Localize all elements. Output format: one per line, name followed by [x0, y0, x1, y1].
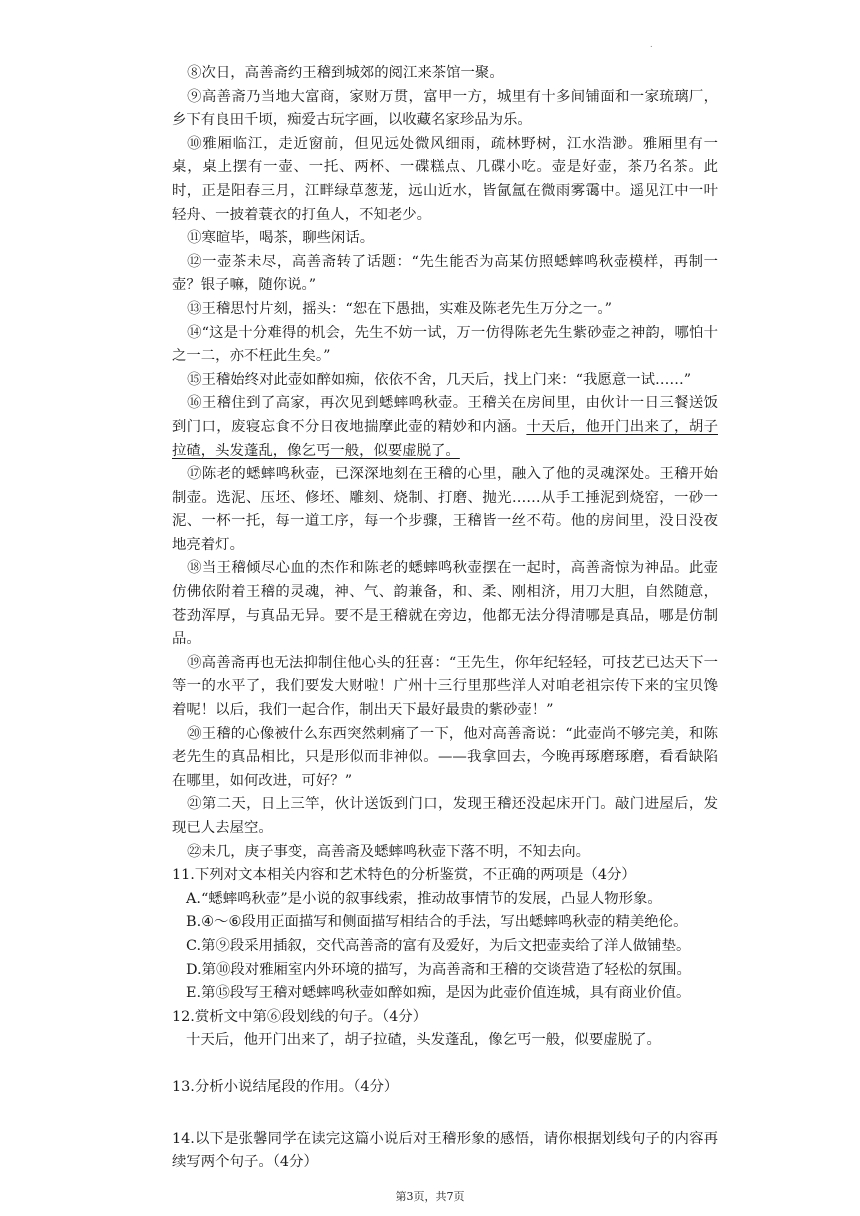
paragraph-14: ⑭“这是十分难得的机会，先生不妨一试，万一仿得陈老先生紫砂壶之神韵，哪怕十之一二，亦不枉此生矣。”: [172, 324, 718, 365]
corner-mark: .: [650, 40, 653, 49]
paragraph-12: ⑫一壶茶未尽，高善斋转了话题：“先生能否为高某仿照蟋蟀鸣秋壶模样，再制一壶？银子嘛，随你说。”: [172, 253, 718, 294]
question-12-stem: 12.赏析文中第⑥段划线的句子。（4分）: [172, 1008, 428, 1025]
paragraph-20: ⑳王稽的心像被什么东西突然刺痛了一下，他对高善斋说：“此壶尚不够完美，和陈老先生的真品相比，只是形似而非神似。——我拿回去，今晚再琢磨琢磨，看看缺陷在哪里，如何改进，可好？”: [172, 725, 718, 789]
question-14-stem: 14.以下是张馨同学在读完这篇小说后对王稽形象的感悟，请你根据划线句子的内容再续写两个句子。（4分）: [172, 1130, 718, 1171]
page-footer: 第3页，共7页: [395, 1190, 465, 1203]
answer-space-13: [172, 1100, 718, 1128]
answer-space-12: [172, 1053, 718, 1076]
question-11-option-a: A.“蟋蟀鸣秋壶”是小说的叙事线索，推动故事情节的发展，凸显人物形象。: [186, 890, 662, 907]
paragraph-17: ⑰陈老的蟋蟀鸣秋壶，已深深地刻在王稽的心里，融入了他的灵魂深处。王稽开始制壶。选泥、压坯、修坯、雕刻、烧制、打磨、抛光……从手工捶泥到烧窑，一砂一泥、一杯一托，每一道工序，每一个步骤，王稽皆一丝不苟。他的房间里，没日没夜地亮着灯。: [172, 466, 718, 553]
paragraph-9: ⑨高善斋乃当地大富商，家财万贯，富甲一方，城里有十多间铺面和一家琉璃厂，乡下有良田千顷，痴爱古玩字画，以收藏名家珍品为乐。: [172, 88, 718, 129]
paragraph-13: ⑬王稽思忖片刻，摇头：“恕在下愚拙，实难及陈老先生万分之一。”: [187, 300, 612, 317]
question-11-option-e: E.第⑮段写王稽对蟋蟀鸣秋壶如醉如痴，是因为此壶价值连城，具有商业价值。: [186, 985, 691, 1002]
paragraph-10: ⑩雅厢临江，走近窗前，但见远处微风细雨，疏林野树，江水浩渺。雅厢里有一桌，桌上摆有一壶、一托、两杯、一碟糕点、几碟小吃。壶是好壶，茶乃名茶。此时，正是阳春三月，江畔绿草葱茏，远山近水，皆氤氲在微雨雾霭中。遥见江中一叶轻舟、一披着蓑衣的打鱼人，不知老少。: [172, 135, 718, 223]
reading-passage: [172, 62, 718, 1175]
paragraph-8: ⑧次日，高善斋约王稽到城郊的阅江来茶馆一聚。: [187, 65, 504, 81]
question-11-stem: 11.下列对文本相关内容和艺术特色的分析鉴赏，不正确的两项是（4分）: [172, 867, 636, 884]
paragraph-22: ㉒未几，庚子事变，高善斋及蟋蟀鸣秋壶下落不明，不知去向。: [187, 843, 591, 860]
question-11-option-d: D.第⑩段对雅厢室内外环境的描写，为高善斋和王稽的交谈营造了轻松的氛围。: [186, 961, 691, 978]
paragraph-19: ⑲高善斋再也无法抑制住他心头的狂喜：“王先生，你年纪轻轻，可技艺已达天下一等一的水平了，我们要发大财啦！广州十三行里那些洋人对咱老祖宗传下来的宝贝馋着呢！以后，我们一起合作，制出天下最好最贵的紫砂壶！”: [172, 654, 718, 719]
paragraph-11: ⑪寒暄毕，喝茶，聊些闲话。: [187, 230, 375, 247]
question-11-option-c: C.第⑨段采用插叙，交代高善斋的富有及爱好，为后文把壶卖给了洋人做铺垫。: [186, 937, 691, 954]
question-12-quote: 十天后，他开门出来了，胡子拉碴，头发蓬乱，像乞丐一般，似要虚脱了。: [186, 1032, 661, 1049]
underlined-sentence: 十天后，他开门出来了，胡子拉碴，头发蓬乱，像乞丐一般，似要虚脱了。: [172, 418, 718, 459]
question-11-option-b: B.④～⑥段用正面描写和侧面描写相结合的手法，写出蟋蟀鸣秋壶的精美绝伦。: [186, 914, 688, 931]
paragraph-18: ⑱当王稽倾尽心血的杰作和陈老的蟋蟀鸣秋壶摆在一起时，高善斋惊为神品。此壶仿佛依附着王稽的灵魂，神、气、韵兼备，和、柔、刚相济，用刀大胆，自然随意，苍劲浑厚，与真品无异。要不是王稽就在旁边，他都无法分得清哪是真品，哪是仿制品。: [172, 560, 718, 648]
paragraph-16-text: ⑯王稽住到了高家，再次见到蟋蟀鸣秋壶。王稽关在房间里，由伙计一日三餐送饭到门口，废寝忘食不分日夜地揣摩此壶的精妙和内涵。: [172, 395, 718, 435]
paragraph-21: ㉑第二天，日上三竿，伙计送饭到门口，发现王稽还没起床开门。敲门进屋后，发现已人去屋空。: [172, 796, 718, 836]
question-13-stem: 13.分析小说结尾段的作用。（4分）: [172, 1078, 399, 1095]
paragraph-16: [172, 392, 718, 463]
paragraph-15: ⑮王稽始终对此壶如醉如痴，依依不舍，几天后，找上门来：“我愿意一试……”: [187, 371, 692, 388]
